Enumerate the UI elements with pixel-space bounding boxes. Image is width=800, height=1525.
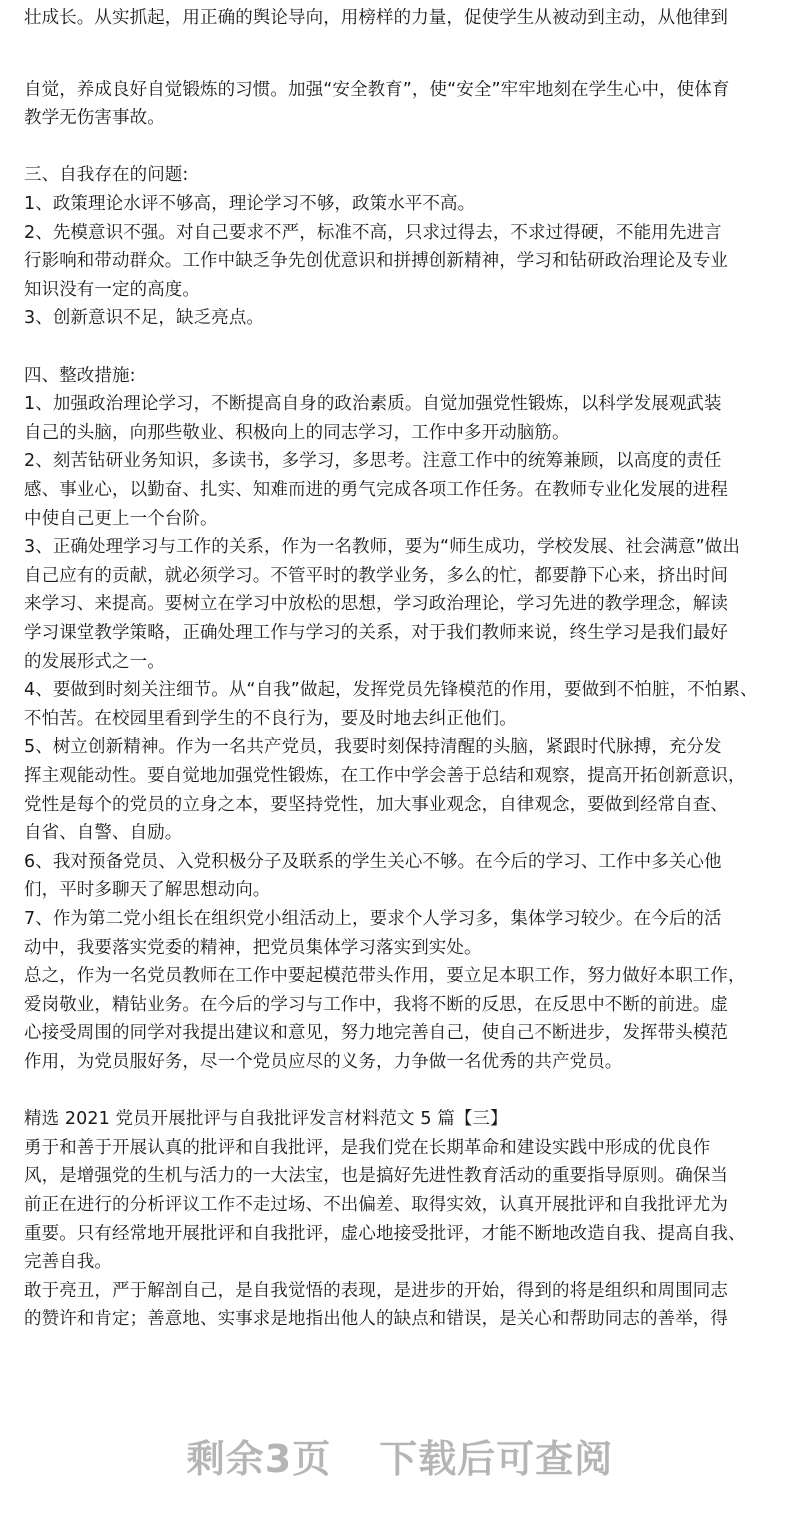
text-line: 行影响和带动群众。工作中缺乏争先创优意识和拼搏创新精神，学习和钻研政治理论及专业 bbox=[24, 251, 728, 272]
text-line: 知识没有一定的高度。 bbox=[24, 279, 200, 300]
text-line: 三、自我存在的问题: bbox=[24, 165, 189, 186]
text-line: 勇于和善于开展认真的批评和自我批评，是我们党在长期革命和建设实践中形成的优良作 bbox=[24, 1137, 711, 1158]
text-line: 心接受周围的同学对我提出建议和意见，努力地完善自己，使自己不断进步，发挥带头模范 bbox=[24, 1023, 728, 1044]
text-line: 党性是每个的党员的立身之本，要坚持党性，加大事业观念，自律观念，要做到经常自查、 bbox=[24, 794, 728, 815]
text-line: 壮成长。从实抓起，用正确的舆论导向，用榜样的力量，促使学生从被动到主动，从他律到 bbox=[24, 8, 728, 28]
text-line: 前正在进行的分析评议工作不走过场、不出偏差、取得实效，认真开展批评和自我批评尤为 bbox=[24, 1195, 728, 1215]
text-line: 5、树立创新精神。作为一名共产党员，我要时刻保持清醒的头脑，紧跟时代脉搏，充分发 bbox=[24, 737, 722, 758]
text-line: 6、我对预备党员、入党积极分子及联系的学生关心不够。在今后的学习、工作中多关心他 bbox=[24, 851, 722, 872]
text-line: 学习课堂教学策略，正确处理工作与学习的关系，对于我们教师来说，终生学习是我们最好 bbox=[24, 623, 728, 643]
text-line: 精选 2021 党员开展批评与自我批评发言材料范文 5 篇【三】 bbox=[24, 1109, 508, 1130]
download-to-view-label[interactable]: 下载后可查阅 bbox=[379, 1436, 614, 1481]
text-line: 总之，作为一名党员教师在工作中要起模范带头作用，要立足本职工作，努力做好本职工作， bbox=[24, 966, 746, 987]
text-line: 风，是增强党的生机与活力的一大法宝，也是搞好先进性教育活动的重要指导原则。确保当 bbox=[24, 1166, 728, 1187]
text-line: 3、正确处理学习与工作的关系，作为一名教师，要为“师生成功，学校发展、社会满意”做出 bbox=[24, 537, 740, 558]
text-line: 的发展形式之一。 bbox=[24, 651, 165, 672]
text-line: 3、创新意识不足，缺乏亮点。 bbox=[24, 308, 265, 329]
text-line: 完善自我。 bbox=[24, 1252, 112, 1273]
text-line: 自省、自警、自励。 bbox=[24, 823, 183, 844]
text-line: 4、要做到时刻关注细节。从“自我”做起，发挥党员先锋模范的作用，要做到不怕脏，不怕累、 bbox=[24, 680, 758, 701]
text-line: 敢于亮丑，严于解剖自己，是自我觉悟的表现，是进步的开始，得到的将是组织和周围同志 bbox=[24, 1280, 728, 1301]
text-line: 挥主观能动性。要自觉地加强党性锻炼，在工作中学会善于总结和观察，提高开拓创新意识， bbox=[24, 766, 746, 786]
text-line: 感、事业心，以勤奋、扎实、知难而进的勇气完成各项工作任务。在教师专业化发展的进程 bbox=[24, 480, 728, 500]
text-line: 们，平时多聊天了解思想动向。 bbox=[24, 880, 271, 901]
text-line: 教学无伤害事故。 bbox=[24, 108, 165, 129]
text-line: 2、先模意识不强。对自己要求不严，标准不高，只求过得去，不求过得硬，不能用先进言 bbox=[24, 222, 722, 243]
remaining-pages-label[interactable]: 剩余3页 bbox=[186, 1436, 332, 1481]
text-line: 中使自己更上一个台阶。 bbox=[24, 508, 218, 529]
text-line: 1、加强政治理论学习，不断提高自身的政治素质。自觉加强党性锻炼，以科学发展观武装 bbox=[24, 394, 722, 415]
text-line: 7、作为第二党小组长在组织党小组活动上，要求个人学习多，集体学习较少。在今后的活 bbox=[24, 909, 722, 929]
text-line: 不怕苦。在校园里看到学生的不良行为，要及时地去纠正他们。 bbox=[24, 708, 517, 729]
text-line: 自己的头脑，向那些敬业、积极向上的同志学习，工作中多开动脑筋。 bbox=[24, 422, 570, 443]
text-line: 的赞许和肯定；善意地、实事求是地指出他人的缺点和错误，是关心和帮助同志的善举，得 bbox=[24, 1309, 728, 1330]
text-line: 动中，我要落实党委的精神，把党员集体学习落实到实处。 bbox=[24, 937, 482, 958]
text-line: 自觉，养成良好自觉锻炼的习惯。加强“安全教育”，使“安全”牢牢地刻在学生心中，使体育 bbox=[24, 79, 730, 100]
text-line: 作用，为党员服好务，尽一个党员应尽的义务，力争做一名优秀的共产党员。 bbox=[24, 1052, 623, 1072]
text-line: 1、政策理论水评不够高，理论学习不够，政策水平不高。 bbox=[24, 194, 476, 214]
text-line: 爱岗敬业，精钻业务。在今后的学习与工作中，我将不断的反思，在反思中不断的前进。虚 bbox=[24, 994, 728, 1015]
text-line: 自己应有的贡献，就必须学习。不管平时的教学业务，多么的忙，都要静下心来，挤出时间 bbox=[24, 565, 728, 586]
download-prompt[interactable] bbox=[0, 1415, 800, 1495]
text-line: 来学习、来提高。要树立在学习中放松的思想，学习政治理论，学习先进的教学理念，解读 bbox=[24, 594, 728, 615]
text-line: 四、整改措施: bbox=[24, 365, 136, 386]
text-line: 2、刻苦钻研业务知识，多读书，多学习，多思考。注意工作中的统筹兼顾，以高度的责任 bbox=[24, 451, 722, 472]
text-line: 重要。只有经常地开展批评和自我批评，虚心地接受批评，才能不断地改造自我、提高自我、 bbox=[24, 1223, 746, 1244]
